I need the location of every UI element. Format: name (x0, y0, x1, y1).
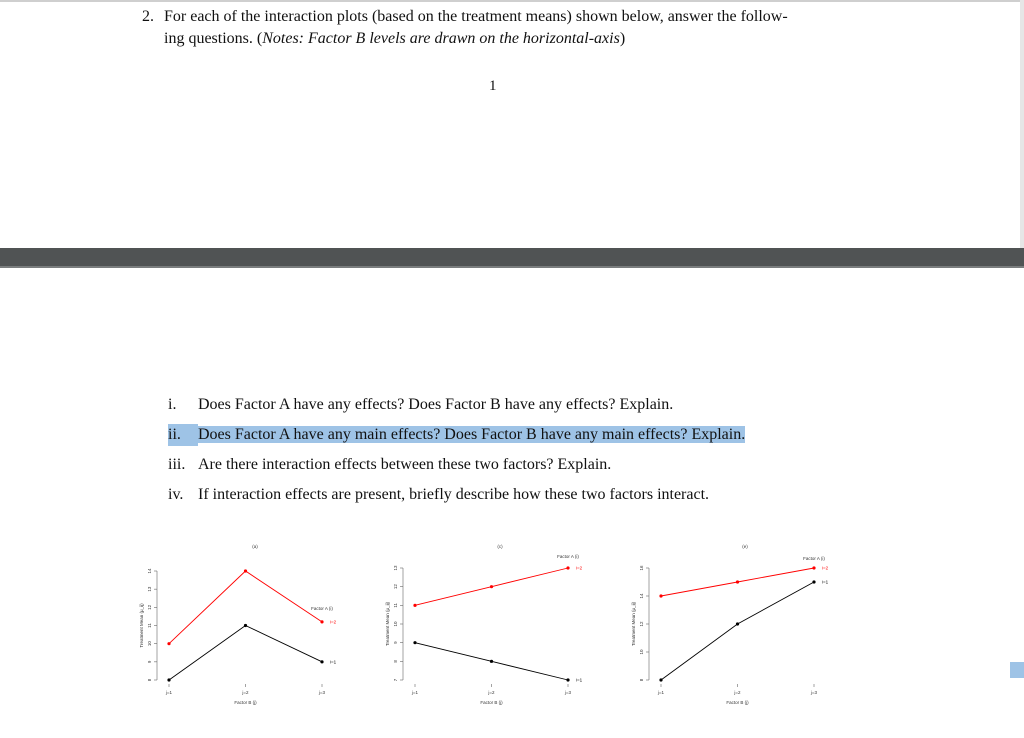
x-axis-label: Factor B (j) (234, 700, 257, 705)
legend-title: Factor A (i) (311, 606, 333, 611)
y-tick-label: 10 (639, 649, 644, 655)
chart-title: (a) (252, 544, 258, 549)
data-point (736, 622, 739, 625)
data-point (167, 678, 170, 681)
x-tick-label: j=2 (488, 690, 495, 695)
data-point (244, 569, 247, 572)
page-divider (0, 248, 1024, 266)
question-i (168, 394, 745, 424)
data-point (490, 585, 493, 588)
question-iv (168, 484, 745, 514)
y-tick-label: 13 (393, 565, 398, 571)
data-point (244, 624, 247, 627)
data-point (566, 678, 569, 681)
problem-line-1: For each of the interaction plots (based on the treatment means) shown below, answer the follow- (164, 8, 788, 25)
y-tick-label: 8 (393, 660, 398, 663)
series-label: i=1 (330, 659, 337, 665)
x-tick-label: j=3 (318, 690, 326, 695)
data-point (566, 566, 569, 569)
question-iii (168, 454, 745, 484)
y-tick-label: 8 (639, 678, 644, 682)
y-tick-label: 16 (639, 565, 644, 571)
x-tick-label: j=1 (411, 690, 419, 695)
y-axis-label: Treatment Mean (μ_ij) (139, 603, 144, 648)
interaction-plots (0, 530, 1024, 720)
page-right-edge (1020, 0, 1024, 250)
question-text: Are there interaction effects between these two factors? Explain. (198, 456, 612, 473)
question-text: Does Factor A have any effects? Does Factor B have any effects? Explain. (198, 396, 674, 413)
data-point (812, 566, 815, 569)
interaction-plots-svg (0, 530, 1024, 720)
series-line (169, 626, 322, 681)
y-axis-label: Treatment Mean (μ_ij) (631, 601, 636, 647)
question-list (168, 394, 745, 514)
question-ii[interactable] (168, 424, 745, 454)
question-text: If interaction effects are present, briefly describe how these two factors interact. (198, 486, 710, 503)
y-tick-label: 12 (147, 604, 152, 610)
y-axis-label: Treatment Mean (μ_ij) (385, 601, 390, 647)
x-axis-label: Factor B (j) (480, 700, 503, 705)
x-tick-label: j=3 (564, 690, 572, 695)
y-tick-label: 14 (639, 593, 644, 599)
data-point (413, 604, 416, 607)
x-tick-label: j=2 (242, 690, 249, 695)
y-tick-label: 9 (147, 660, 152, 664)
problem-note: Notes: Factor B levels are drawn on the horizontal-axis (262, 30, 620, 47)
data-point (659, 594, 662, 597)
chart-title: (e) (742, 544, 748, 549)
series-line (661, 582, 814, 680)
question-label: iii. (168, 456, 186, 473)
question-text-selected[interactable]: Does Factor A have any main effects? Does Factor B have any main effects? Explain. (198, 426, 746, 443)
data-point (490, 660, 493, 663)
y-tick-label: 10 (147, 641, 152, 647)
x-tick-label: j=2 (734, 690, 741, 695)
question-label: i. (168, 396, 177, 413)
problem-text (164, 6, 882, 50)
y-tick-label: 7 (393, 678, 398, 682)
problem-line-2-start: ing questions. ( (164, 30, 263, 47)
page-top-edge (0, 0, 1024, 2)
x-axis-label: Factor B (j) (726, 700, 749, 705)
legend-title: Factor A (i) (803, 556, 825, 561)
legend-title: Factor A (i) (557, 554, 579, 559)
problem-statement (142, 6, 882, 50)
x-tick-label: j=1 (165, 690, 173, 695)
problem-line-2 (164, 28, 882, 50)
y-tick-label: 9 (393, 641, 398, 644)
problem-number: 2. (142, 8, 154, 25)
question-label: iv. (168, 486, 184, 503)
series-label: i=2 (576, 565, 583, 571)
data-point (320, 660, 323, 663)
y-tick-label: 14 (147, 568, 152, 574)
page-number: 1 (489, 78, 497, 94)
x-tick-label: j=1 (657, 690, 665, 695)
data-point (413, 641, 416, 644)
y-tick-label: 12 (393, 584, 398, 590)
question-label: ii. (168, 424, 198, 446)
data-point (812, 580, 815, 583)
series-line (169, 571, 322, 644)
x-tick-label: j=3 (810, 690, 818, 695)
data-point (167, 642, 170, 645)
y-tick-label: 10 (393, 621, 398, 627)
series-label: i=1 (576, 677, 583, 683)
y-tick-label: 11 (393, 602, 398, 608)
series-label: i=1 (822, 579, 829, 585)
data-point (320, 620, 323, 623)
data-point (736, 580, 739, 583)
y-tick-label: 13 (147, 586, 152, 592)
series-label: i=2 (330, 619, 337, 625)
chart-title: (c) (497, 544, 503, 549)
scroll-marker[interactable] (1010, 662, 1024, 678)
problem-line-2-end: ) (619, 30, 626, 47)
series-label: i=2 (822, 565, 829, 571)
y-tick-label: 11 (147, 623, 152, 628)
y-tick-label: 8 (147, 678, 152, 682)
y-tick-label: 12 (639, 621, 644, 627)
data-point (659, 678, 662, 681)
